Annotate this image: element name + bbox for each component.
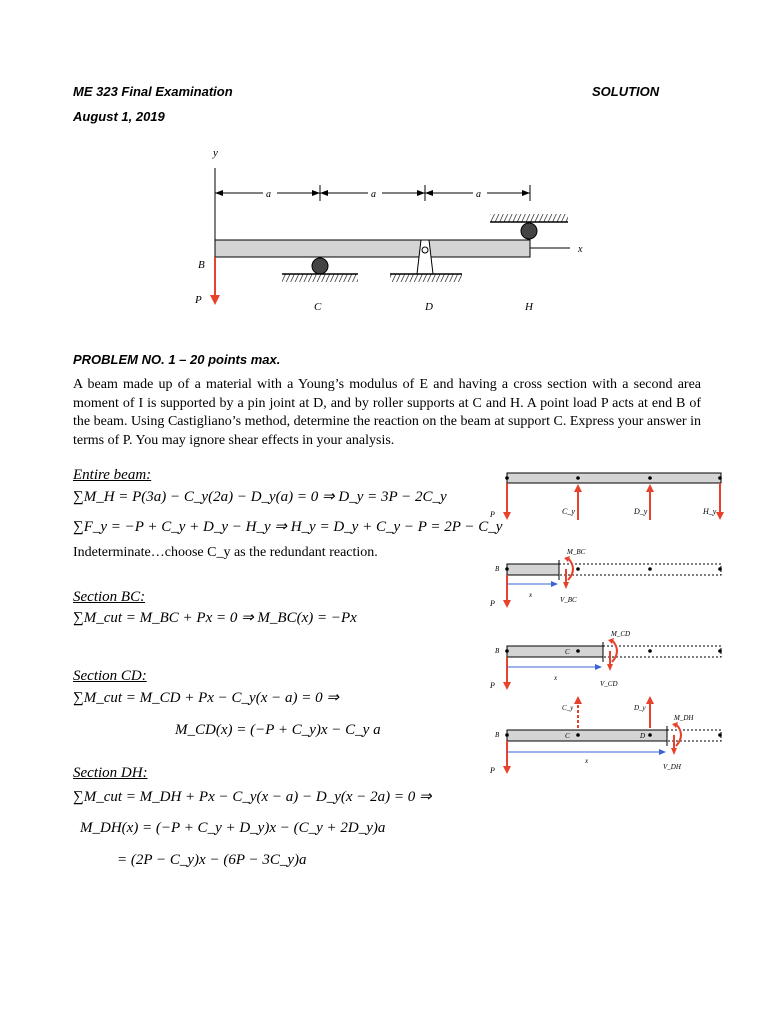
fbd2-moment-arrow xyxy=(568,558,573,580)
fbd-beam-cd xyxy=(507,646,603,657)
fbd4-c: C xyxy=(565,732,570,740)
dim-a-2: a xyxy=(371,189,376,200)
dim-arrow xyxy=(312,190,320,196)
equation-force-y: ∑F_y = −P + C_y + D_y − H_y ⇒ H_y = D_y + C_y − P = 2P − C_y xyxy=(73,519,503,535)
indeterminate-note: Indeterminate…choose C_y as the redundant reaction. xyxy=(73,545,378,560)
exam-date: August 1, 2019 xyxy=(73,109,165,124)
ground-c xyxy=(282,274,358,282)
fbd1-dy: D_y xyxy=(634,507,648,516)
fbd1-p: P xyxy=(490,510,495,519)
fbd2-vbc: V_BC xyxy=(560,596,577,604)
fbd4-mdh: M_DH xyxy=(674,714,694,722)
beam xyxy=(215,240,530,257)
fbd4-vdh: V_DH xyxy=(663,763,681,771)
ground-h xyxy=(490,214,568,222)
equation-cd-2: M_CD(x) = (−P + C_y)x − C_y a xyxy=(175,722,381,738)
fbd3-c: C xyxy=(565,648,570,656)
dim-a-3: a xyxy=(476,189,481,200)
exam-title: ME 323 Final Examination xyxy=(73,84,233,99)
fbd4-d: D xyxy=(640,732,646,740)
dim-a-1: a xyxy=(266,189,271,200)
fbd3-p: P xyxy=(490,681,495,690)
roller-h xyxy=(521,223,537,239)
equation-moment-h: ∑M_H = P(3a) − C_y(2a) − D_y(a) = 0 ⇒ D_y = 3P − 2C_y xyxy=(73,489,447,505)
fbd4-moment-arrow xyxy=(676,724,681,746)
fbd2-mbc: M_BC xyxy=(567,548,586,556)
fbd4-b: B xyxy=(495,731,500,739)
dim-arrow xyxy=(417,190,425,196)
heading-section-bc: Section BC: xyxy=(73,589,146,605)
dim-arrow xyxy=(425,190,433,196)
label-c: C xyxy=(314,301,322,313)
fbd-beam-bc xyxy=(507,564,559,575)
x-axis-label: x xyxy=(578,244,583,255)
fbd4-dy: D_y xyxy=(634,704,646,712)
fbd3-vcd: V_CD xyxy=(600,680,618,688)
ground-d xyxy=(390,274,462,282)
equation-bc: ∑M_cut = M_BC + Px = 0 ⇒ M_BC(x) = −Px xyxy=(73,610,357,626)
fbd4-cy: C_y xyxy=(562,704,574,712)
problem-title: PROBLEM NO. 1 – 20 points max. xyxy=(73,352,281,367)
problem-statement: A beam made up of a material with a Young’s modulus of E and having a cross section with a second area moment of I is supported by a pin joint at D, and by roller supports at C and H. A point load P acts at end B of the beam. Using Castigliano’s method, determine the reaction on the beam at support C. Express your answer in terms of P. You may ignore shear effects in your analysis. xyxy=(73,377,701,448)
heading-section-dh: Section DH: xyxy=(73,765,148,781)
dim-arrow xyxy=(320,190,328,196)
fbd3-moment-arrow xyxy=(612,640,617,662)
label-d: D xyxy=(425,301,433,313)
label-b: B xyxy=(198,259,205,271)
label-h: H xyxy=(525,301,533,313)
fbd4-p: P xyxy=(490,766,495,775)
free-body-diagrams xyxy=(480,460,740,790)
fbd3-x: x xyxy=(554,674,558,682)
equation-dh-2: M_DH(x) = (−P + C_y + D_y)x − (C_y + 2D_y)a xyxy=(80,820,386,836)
equation-dh-3: = (2P − C_y)x − (6P − 3C_y)a xyxy=(117,852,307,868)
fbd4-x: x xyxy=(585,757,589,765)
heading-entire-beam: Entire beam: xyxy=(73,467,152,483)
fbd3-b: B xyxy=(495,647,500,655)
beam-figure xyxy=(180,140,600,320)
fbd1-cy: C_y xyxy=(562,507,575,516)
equation-cd-1: ∑M_cut = M_CD + Px − C_y(x − a) = 0 ⇒ xyxy=(73,690,339,706)
heading-section-cd: Section CD: xyxy=(73,668,147,684)
fbd2-b: B xyxy=(495,565,500,573)
y-axis-label: y xyxy=(213,147,218,159)
equation-dh-1: ∑M_cut = M_DH + Px − C_y(x − a) − D_y(x − 2a) = 0 ⇒ xyxy=(73,789,432,805)
fbd2-p: P xyxy=(490,599,495,608)
fbd2-x: x xyxy=(529,591,533,599)
fbd-beam-entire xyxy=(507,473,721,483)
fbd3-mcd: M_CD xyxy=(611,630,631,638)
dim-arrow xyxy=(522,190,530,196)
label-p: P xyxy=(195,294,202,306)
dim-arrow xyxy=(215,190,223,196)
fbd1-hy: H_y xyxy=(703,507,717,516)
roller-c xyxy=(312,258,328,274)
solution-label: SOLUTION xyxy=(592,84,660,99)
